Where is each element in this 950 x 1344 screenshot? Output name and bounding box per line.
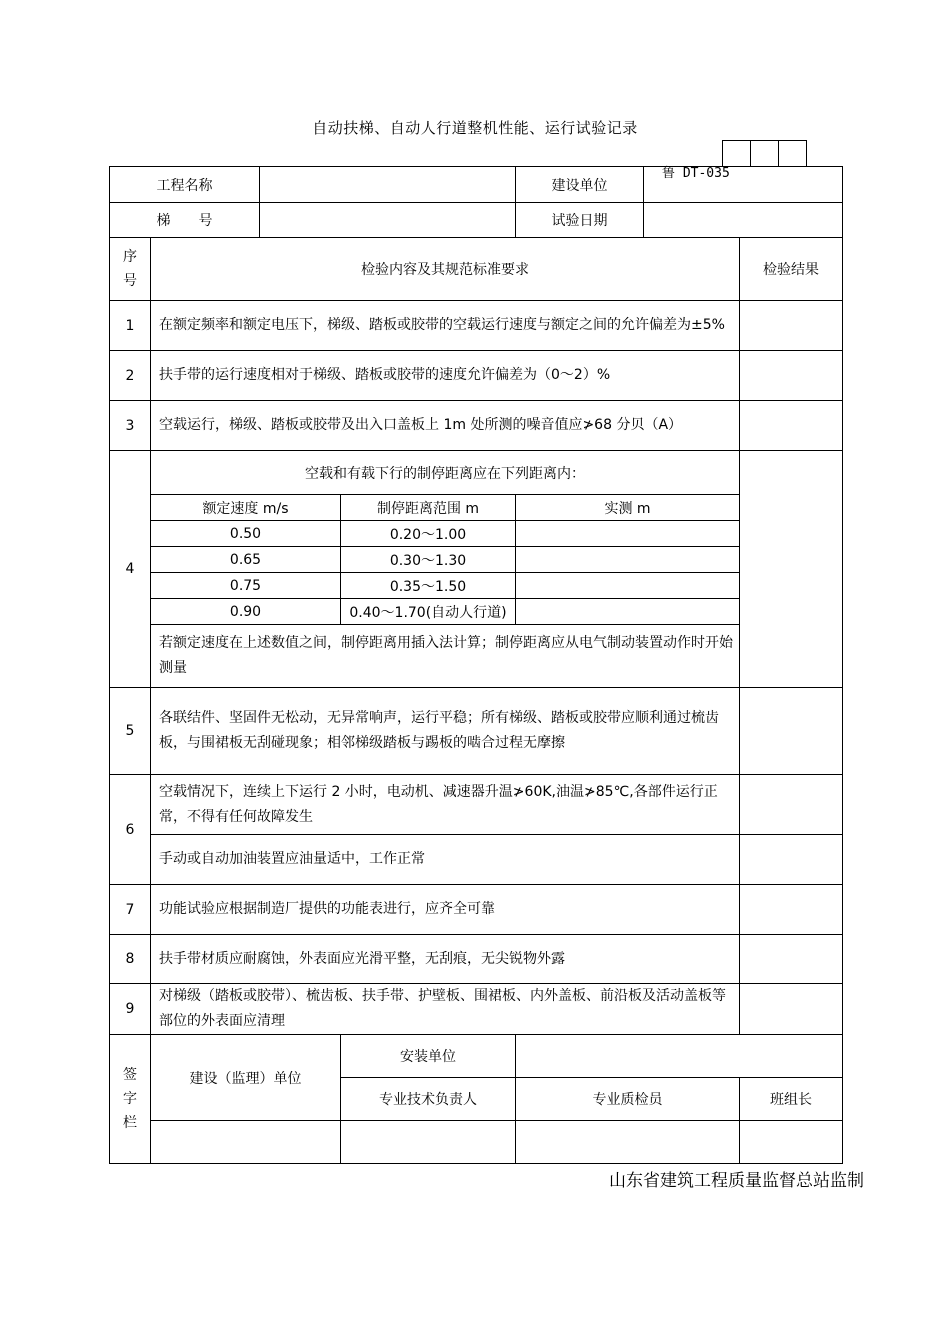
subtable-note-row: [110, 625, 843, 688]
row-text: 空载情况下，连续上下运行 2 小时，电动机、减速器升温≯60K,油温≯85℃,各部件运行正常，不得有任何故障发生: [151, 775, 740, 835]
row-no: 8: [110, 935, 151, 984]
row-text: 对梯级（踏板或胶带）、梳齿板、扶手带、护壁板、围裙板、内外盖板、前沿板及活动盖板等部位的外表面应清理: [151, 984, 740, 1035]
code-box[interactable]: [750, 140, 779, 167]
header-table: [109, 166, 843, 238]
row-no: 4: [110, 451, 151, 688]
table-row: [110, 984, 843, 1035]
tech-lead-signature-field[interactable]: [341, 1121, 516, 1164]
distance-range: 0.30～1.30: [341, 547, 516, 573]
speed-value: 0.75: [151, 573, 341, 599]
row-no: 1: [110, 301, 151, 351]
seq-header-line1: 序: [123, 249, 137, 265]
table-row: [110, 401, 843, 451]
team-lead-signature-field[interactable]: [740, 1121, 843, 1164]
result-field[interactable]: [740, 984, 843, 1035]
distance-range-header: 制停距离范围 m: [341, 495, 516, 521]
measured-header: 实测 m: [516, 495, 740, 521]
qc-signature-field[interactable]: [516, 1121, 740, 1164]
signature-label-2: 字: [123, 1091, 137, 1107]
table-row: [110, 775, 843, 835]
speed-value: 0.50: [151, 521, 341, 547]
result-field[interactable]: [740, 775, 843, 835]
table-row: [110, 351, 843, 401]
signature-label-3: 栏: [123, 1115, 137, 1131]
installer-label: 安装单位: [341, 1035, 516, 1078]
row-text: 手动或自动加油装置应油量适中，工作正常: [151, 835, 740, 885]
subtable-header-row: [110, 495, 843, 521]
project-name-label: 工程名称: [110, 167, 260, 203]
table-row: [110, 935, 843, 984]
table-row: [110, 885, 843, 935]
result-header: 检验结果: [740, 238, 843, 301]
measured-field[interactable]: [516, 599, 740, 625]
row-text: 各联结件、坚固件无松动，无异常响声，运行平稳；所有梯级、踏板或胶带应顺利通过梳齿板，与围裙板无刮碰现象；相邻梯级踏板与踢板的啮合过程无摩擦: [151, 688, 740, 775]
row-no: 5: [110, 688, 151, 775]
row-text: 扶手带材质应耐腐蚀，外表面应光滑平整，无刮痕，无尖锐物外露: [151, 935, 740, 984]
measured-field[interactable]: [516, 547, 740, 573]
table-row: [110, 835, 843, 885]
subtable-row: [110, 599, 843, 625]
subtable-row: [110, 573, 843, 599]
distance-range: 0.40～1.70(自动人行道): [341, 599, 516, 625]
row-text: 在额定频率和额定电压下，梯级、踏板或胶带的空载运行速度与额定之间的允许偏差为±5%: [151, 301, 740, 351]
supervisor-signature-field[interactable]: [151, 1121, 341, 1164]
result-field[interactable]: [740, 451, 843, 688]
footer-issuer: 山东省建筑工程质量监督总站监制: [609, 1171, 864, 1191]
signature-label-1: 签: [123, 1067, 137, 1083]
distance-range: 0.35～1.50: [341, 573, 516, 599]
row-text: 功能试验应根据制造厂提供的功能表进行，应齐全可靠: [151, 885, 740, 935]
table-row: [110, 301, 843, 351]
column-header-row: [110, 238, 843, 301]
row-text: 扶手带的运行速度相对于梯级、踏板或胶带的速度允许偏差为（0～2）%: [151, 351, 740, 401]
row-no: 6: [110, 775, 151, 885]
builder-field[interactable]: [644, 167, 843, 203]
inspection-table: [109, 237, 843, 1164]
elevator-no-label: 梯 号: [110, 203, 260, 238]
test-date-label: 试验日期: [516, 203, 644, 238]
team-lead-label: 班组长: [740, 1078, 843, 1121]
speed-header: 额定速度 m/s: [151, 495, 341, 521]
result-field[interactable]: [740, 401, 843, 451]
qc-label: 专业质检员: [516, 1078, 740, 1121]
supervisor-label: 建设（监理）单位: [151, 1035, 341, 1121]
row-no: 9: [110, 984, 151, 1035]
result-field[interactable]: [740, 351, 843, 401]
result-field[interactable]: [740, 688, 843, 775]
elevator-no-field[interactable]: [260, 203, 516, 238]
code-box[interactable]: [778, 140, 807, 167]
row-no: 3: [110, 401, 151, 451]
signature-label: [110, 1035, 151, 1164]
subtable-row: [110, 547, 843, 573]
project-name-field[interactable]: [260, 167, 516, 203]
speed-value: 0.90: [151, 599, 341, 625]
result-field[interactable]: [740, 935, 843, 984]
builder-label: 建设单位: [516, 167, 644, 203]
signature-row: [110, 1121, 843, 1164]
measured-field[interactable]: [516, 573, 740, 599]
stop-distance-intro: 空载和有载下行的制停距离应在下列距离内：: [151, 451, 740, 495]
result-field[interactable]: [740, 301, 843, 351]
installer-field[interactable]: [516, 1035, 843, 1078]
seq-header: [110, 238, 151, 301]
seq-header-line2: 号: [123, 273, 137, 289]
result-field[interactable]: [740, 885, 843, 935]
row-no: 2: [110, 351, 151, 401]
table-row: [110, 688, 843, 775]
stop-distance-note: 若额定速度在上述数值之间，制停距离用插入法计算；制停距离应从电气制动装置动作时开始测量: [151, 625, 740, 688]
distance-range: 0.20～1.00: [341, 521, 516, 547]
result-field[interactable]: [740, 835, 843, 885]
document-title: 自动扶梯、自动人行道整机性能、运行试验记录: [312, 119, 638, 137]
tech-lead-label: 专业技术负责人: [341, 1078, 516, 1121]
speed-value: 0.65: [151, 547, 341, 573]
subtable-row: [110, 521, 843, 547]
measured-field[interactable]: [516, 521, 740, 547]
row-text: 空载运行，梯级、踏板或胶带及出入口盖板上 1m 处所测的噪音值应≯68 分贝（A）: [151, 401, 740, 451]
form-code: 鲁 DT-035: [662, 166, 730, 181]
content-header: 检验内容及其规范标准要求: [151, 238, 740, 301]
test-date-field[interactable]: [644, 203, 843, 238]
form-code-boxes: [723, 140, 807, 167]
table-row: [110, 451, 843, 495]
signature-row: [110, 1035, 843, 1078]
row-no: 7: [110, 885, 151, 935]
